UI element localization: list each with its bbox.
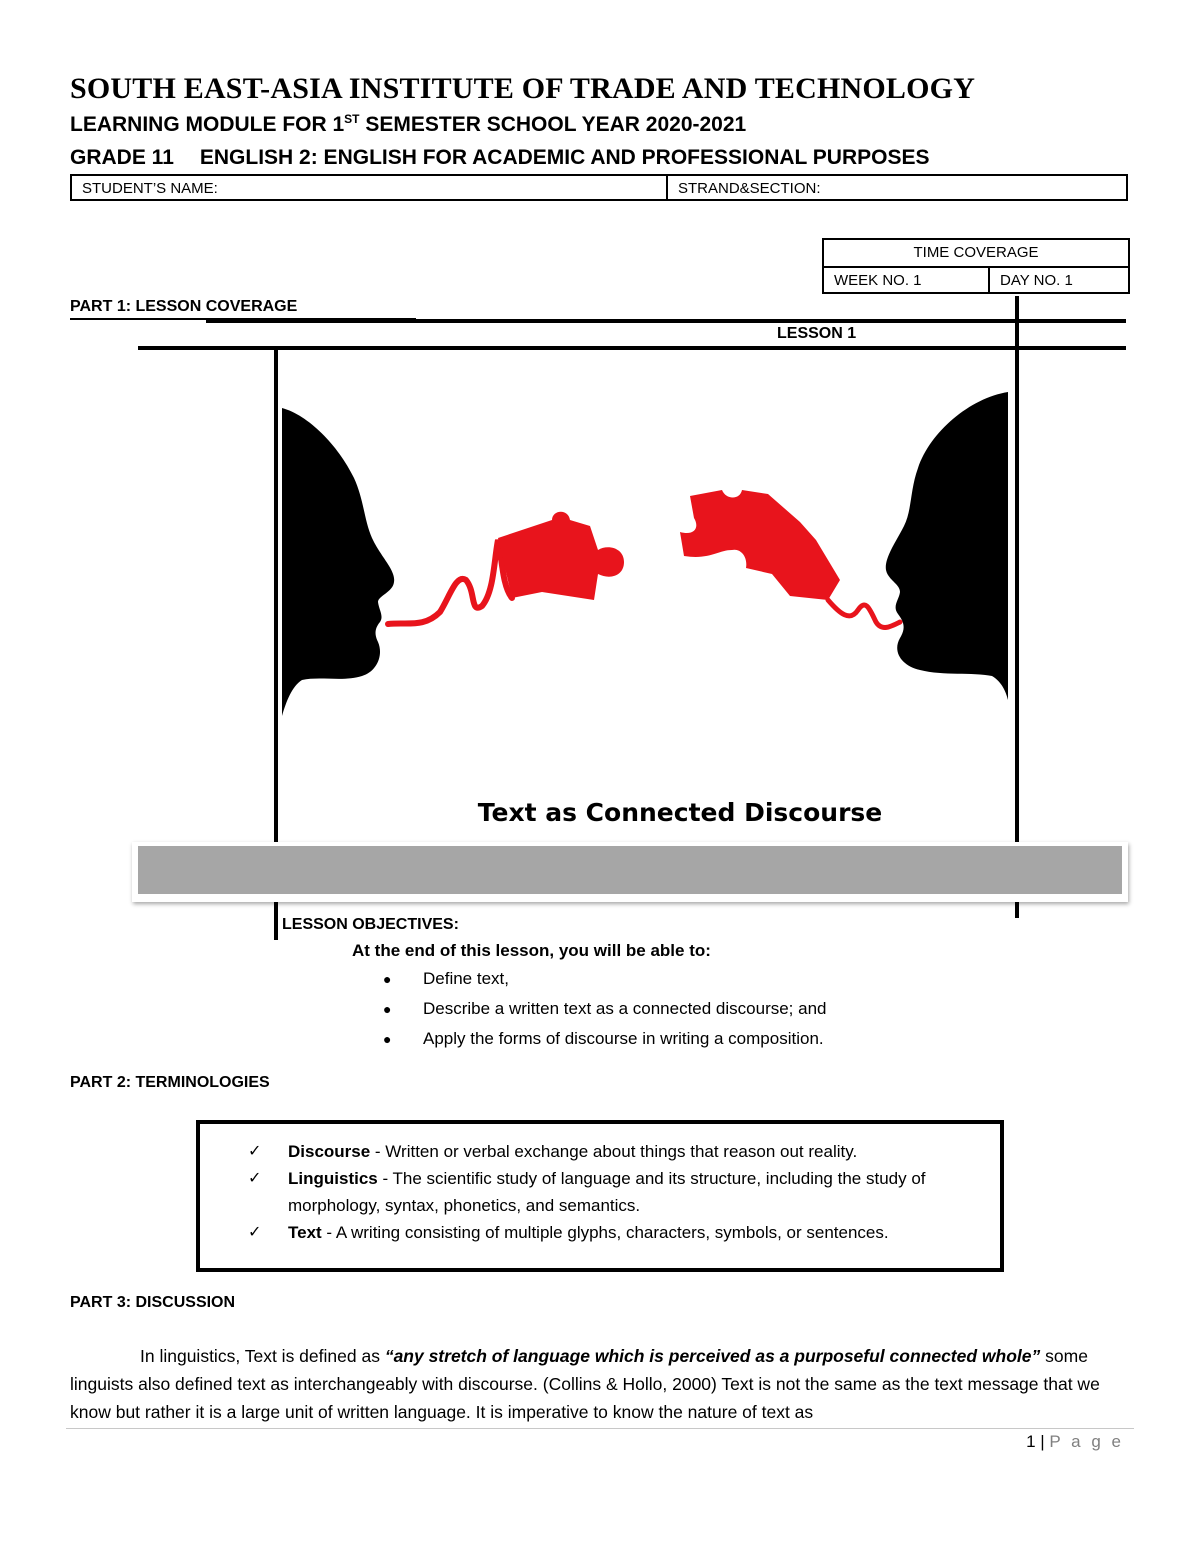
lesson-title: Text as Connected Discourse xyxy=(477,798,883,827)
objectives-intro: At the end of this lesson, you will be able to: xyxy=(352,941,711,960)
lesson-number: LESSON 1 xyxy=(777,325,857,342)
discussion-paragraph xyxy=(70,1342,1130,1426)
paragraph-start: In linguistics, Text is defined as xyxy=(140,1346,385,1366)
term-definition: - The scientific study of language and its structure, including the study of morphology, syntax, phonetics, and semantics. xyxy=(288,1169,926,1215)
right-ribbon xyxy=(828,600,900,627)
footer-divider xyxy=(66,1428,1134,1429)
part3-heading: PART 3: DISCUSSION xyxy=(70,1294,236,1311)
term-name: Text xyxy=(288,1223,322,1242)
terminology-list xyxy=(248,1138,988,1246)
term-name: Linguistics xyxy=(288,1169,378,1188)
module-line xyxy=(70,112,746,137)
list-item xyxy=(248,1138,988,1165)
bullet-icon: ● xyxy=(383,1001,392,1017)
left-ribbon xyxy=(388,540,512,624)
grade-line xyxy=(70,146,930,170)
student-name-field[interactable]: STUDENT’S NAME: xyxy=(72,176,668,199)
subject-label: ENGLISH 2: ENGLISH FOR ACADEMIC AND PROFESSIONAL PURPOSES xyxy=(199,146,930,169)
time-coverage-table xyxy=(822,238,1130,294)
module-prefix: LEARNING MODULE FOR 1 xyxy=(70,113,345,136)
list-item xyxy=(248,1219,988,1246)
part2-heading: PART 2: TERMINOLOGIES xyxy=(70,1074,270,1091)
page-footer xyxy=(1000,1432,1124,1452)
list-item xyxy=(383,1026,827,1056)
list-item xyxy=(248,1165,988,1219)
page-number: 1 xyxy=(1026,1432,1036,1451)
divider-line xyxy=(138,346,1126,350)
day-number: DAY NO. 1 xyxy=(1000,272,1073,289)
objective-text: Apply the forms of discourse in writing a composition. xyxy=(423,1029,824,1048)
page-separator: | xyxy=(1035,1432,1050,1451)
time-coverage-title: TIME COVERAGE xyxy=(824,240,1128,268)
two-silhouettes-puzzle-icon xyxy=(280,360,1020,740)
grade-label: GRADE 11 xyxy=(70,146,174,169)
objective-text: Define text, xyxy=(423,969,509,988)
student-info-box xyxy=(70,174,1128,201)
objective-text: Describe a written text as a connected discourse; and xyxy=(423,999,827,1018)
definition-quote: “any stretch of language which is perceived as a purposeful connected whole” xyxy=(384,1346,1041,1366)
checkmark-icon: ✓ xyxy=(248,1143,262,1160)
strand-section-field[interactable]: STRAND&SECTION: xyxy=(678,180,821,197)
objectives-heading: LESSON OBJECTIVES: xyxy=(282,916,459,933)
right-puzzle-piece xyxy=(680,490,840,600)
checkmark-icon: ✓ xyxy=(248,1224,262,1241)
module-superscript: ST xyxy=(344,112,360,126)
left-silhouette xyxy=(282,408,394,716)
bullet-icon: ● xyxy=(383,1031,392,1047)
list-item xyxy=(383,966,827,996)
checkmark-icon: ✓ xyxy=(248,1170,262,1187)
term-definition: - A writing consisting of multiple glyphs, characters, symbols, or sentences. xyxy=(321,1223,889,1242)
right-silhouette xyxy=(886,392,1008,700)
part1-heading: PART 1: LESSON COVERAGE xyxy=(70,298,298,315)
objectives-list xyxy=(383,966,827,1056)
bullet-icon: ● xyxy=(383,971,392,987)
institute-title: SOUTH EAST-ASIA INSTITUTE OF TRADE AND TECHNOLOGY xyxy=(70,72,976,105)
terminologies-box xyxy=(196,1120,1004,1272)
term-name: Discourse xyxy=(288,1142,371,1161)
week-number: WEEK NO. 1 xyxy=(824,268,990,294)
divider-line xyxy=(206,319,1126,323)
left-puzzle-piece xyxy=(498,512,624,600)
module-suffix: SEMESTER SCHOOL YEAR 2020-2021 xyxy=(359,113,747,136)
title-banner-bar xyxy=(132,842,1128,902)
term-definition: - Written or verbal exchange about things that reason out reality. xyxy=(370,1142,858,1161)
list-item xyxy=(383,996,827,1026)
paragraph-rest: some linguists also defined text as interchangeably with discourse. (Collins & Hollo, 2000) Text is not the same as the text message that we know but rather it is a large unit of written language. It is imperative to know the nature of text as xyxy=(70,1346,1100,1422)
page-word: P a g e xyxy=(1049,1432,1124,1451)
